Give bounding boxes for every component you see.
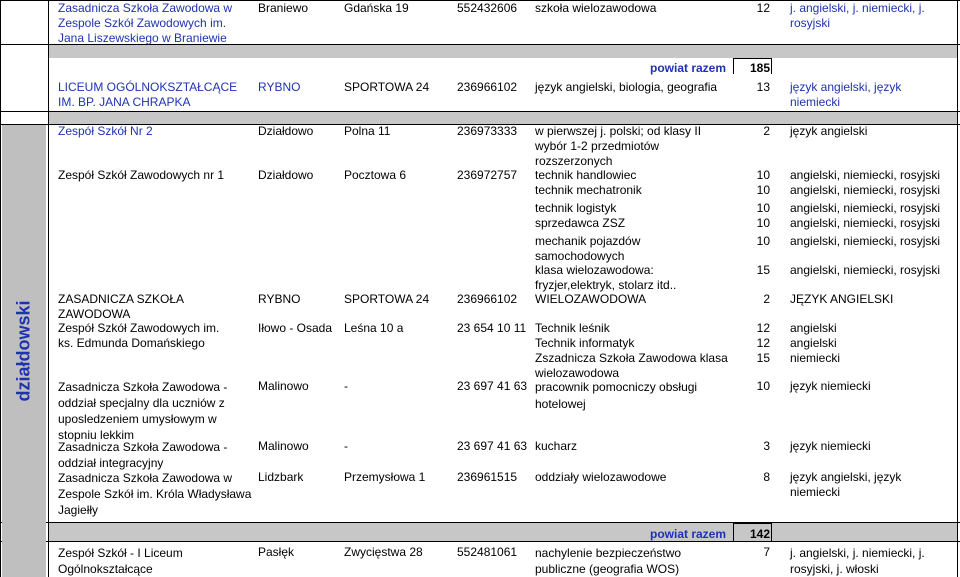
summary-value: 185: [749, 61, 770, 75]
city: RYBNO: [258, 80, 301, 94]
school-name: Zespół Szkół - I Liceum Ogólnokształcące: [58, 546, 183, 576]
address: Polna 11: [344, 124, 391, 138]
address: Zwycięstwa 28: [344, 545, 423, 559]
profile: klasa wielozawodowa: fryzjer,elektryk, stolarz itd..: [535, 263, 677, 292]
grid-line: [48, 0, 49, 577]
languages: niemiecki: [790, 351, 841, 365]
phone: 23 697 41 63: [457, 379, 528, 393]
profile: oddziały wielozawodowe: [535, 470, 667, 484]
grid-line: [733, 58, 734, 74]
count: 10: [756, 168, 770, 182]
count: 2: [763, 124, 770, 138]
languages: język angielski, język niemiecki: [790, 470, 902, 499]
count: 15: [756, 263, 770, 277]
count: 8: [763, 470, 770, 484]
city: Działdowo: [258, 168, 314, 182]
count: 10: [756, 216, 770, 230]
city: RYBNO: [258, 292, 301, 306]
profile: technik logistyk: [535, 201, 617, 215]
separator-band: [49, 45, 957, 58]
address: Gdańska 19: [344, 1, 409, 15]
profile: Zszadnicza Szkoła Zawodowa klasa wielozawodowa: [535, 351, 728, 380]
phone: 236966102: [457, 80, 518, 94]
languages: język angielski, język niemiecki: [790, 80, 902, 109]
school-name: Zespół Szkół Zawodowych nr 1: [58, 168, 225, 182]
languages: j. angielski, j. niemiecki, j. rosyjski: [790, 1, 925, 30]
city: Iłowo - Osada: [258, 321, 333, 335]
phone: 236966102: [457, 292, 518, 306]
count: 2: [763, 292, 770, 306]
school-name: Zasadnicza Szkoła Zawodowa - oddział specjalny dla uczniów z uposledzeniem umysłowym w stopniu lekkim: [58, 380, 228, 442]
phone: 552481061: [457, 545, 518, 559]
address: Pocztowa 6: [344, 168, 407, 182]
summary-value: 142: [749, 527, 770, 541]
count: 12: [756, 336, 770, 350]
summary-label: powiat razem: [650, 527, 727, 541]
grid-line: [0, 0, 1, 577]
city: Braniewo: [258, 1, 309, 15]
languages: JĘZYK ANGIELSKI: [790, 292, 894, 306]
grid-line: [771, 523, 772, 541]
count: 7: [763, 545, 770, 559]
count: 10: [756, 201, 770, 215]
count: 12: [756, 321, 770, 335]
phone: 23 697 41 63: [457, 439, 528, 453]
profile: język angielski, biologia, geografia: [535, 80, 718, 94]
count: 12: [756, 1, 770, 15]
profile: Technik informatyk: [535, 336, 635, 350]
count: 15: [756, 351, 770, 365]
city: Lidzbark: [258, 470, 304, 484]
count: 13: [756, 80, 770, 94]
profile: w pierwszej j. polski; od klasy II wybór 1-2 przedmiotów rozszerzonych: [535, 124, 702, 168]
address: -: [344, 379, 348, 393]
address: SPORTOWA 24: [344, 292, 430, 306]
school-name: ZASADNICZA SZKOŁA ZAWODOWA: [58, 292, 184, 321]
city: Pasłęk: [258, 545, 295, 559]
languages: angielski, niemiecki, rosyjski: [790, 216, 941, 230]
count: 10: [756, 183, 770, 197]
languages: angielski, niemiecki, rosyjski: [790, 201, 941, 215]
district-label-text: działdowski: [13, 300, 34, 402]
separator-band: [49, 112, 957, 124]
count: 3: [763, 439, 770, 453]
profile: mechanik pojazdów samochodowych: [535, 234, 641, 263]
grid-line: [957, 0, 958, 577]
grid-line: [733, 523, 771, 524]
district-label: [2, 125, 46, 577]
school-name: Zespół Szkół Nr 2: [58, 124, 153, 138]
languages: język niemiecki: [790, 379, 871, 393]
grid-line: [0, 541, 960, 542]
count: 10: [756, 379, 770, 393]
summary-label: powiat razem: [650, 61, 727, 75]
address: SPORTOWA 24: [344, 80, 430, 94]
grid-line: [733, 523, 734, 541]
grid-line: [771, 58, 772, 74]
profile: nachylenie bezpieczeństwo publiczne (geografia WOS): [535, 546, 682, 576]
phone: 236973333: [457, 124, 518, 138]
phone: 552432606: [457, 1, 518, 15]
city: Malinowo: [258, 439, 309, 453]
school-name: Zasadnicza Szkoła Zawodowa - oddział integracyjny: [58, 440, 228, 470]
address: Przemysłowa 1: [344, 470, 426, 484]
languages: angielski, niemiecki, rosyjski: [790, 234, 941, 248]
city: Działdowo: [258, 124, 314, 138]
profile: sprzedawca ZSZ: [535, 216, 626, 230]
school-name: Zasadnicza Szkoła Zawodowa w Zespole Szkół Zawodowych im. Jana Liszewskiego w Braniewie: [58, 1, 233, 45]
city: Malinowo: [258, 379, 309, 393]
phone: 23 654 10 11: [457, 321, 527, 335]
languages: angielski: [790, 336, 837, 350]
school-name: LICEUM OGÓLNOKSZTAŁCĄCE IM. BP. JANA CHRAPKA: [58, 80, 238, 109]
grid-line: [733, 58, 771, 59]
school-name: Zasadnicza Szkoła Zawodowa w Zespole Szkół im. Króla Władysława Jagiełły: [58, 471, 252, 517]
phone: 236961515: [457, 470, 518, 484]
profile: kucharz: [535, 439, 578, 453]
profile: szkoła wielozawodowa: [535, 1, 657, 15]
address: -: [344, 439, 348, 453]
separator-band: [49, 523, 957, 541]
languages: język niemiecki: [790, 439, 871, 453]
profile: WIELOZAWODOWA: [535, 292, 647, 306]
languages: angielski, niemiecki, rosyjski: [790, 168, 941, 182]
languages: angielski: [790, 321, 837, 335]
count: 10: [756, 234, 770, 248]
languages: język angielski: [790, 124, 868, 138]
profile: Technik leśnik: [535, 321, 610, 335]
school-name: Zespół Szkół Zawodowych im. ks. Edmunda Domańskiego: [58, 321, 220, 350]
languages: angielski, niemiecki, rosyjski: [790, 183, 941, 197]
profile: technik handlowiec: [535, 168, 637, 182]
profile: technik mechatronik: [535, 183, 642, 197]
phone: 236972757: [457, 168, 518, 182]
languages: angielski, niemiecki, rosyjski: [790, 263, 941, 277]
profile: pracownik pomocniczy obsługi hotelowej: [535, 380, 698, 411]
address: Leśna 10 a: [344, 321, 404, 335]
languages: j. angielski, j. niemiecki, j. rosyjski, j. włoski: [790, 546, 925, 576]
